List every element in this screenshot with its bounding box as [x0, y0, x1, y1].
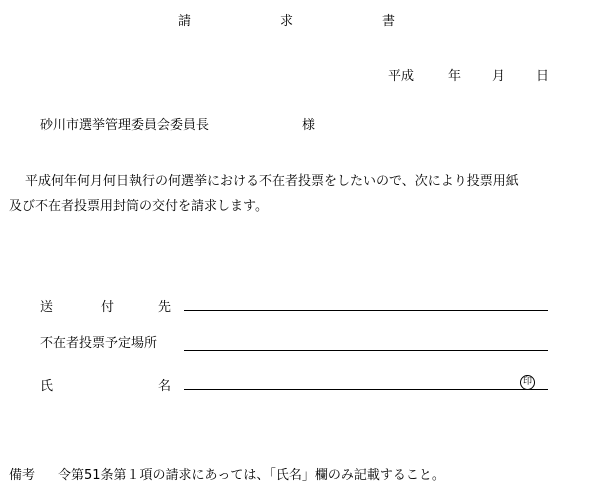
addressee-honorific: 様 [302, 118, 316, 133]
name-field[interactable] [184, 389, 548, 390]
voting-place-field[interactable] [184, 350, 548, 351]
date-month-label: 月 [492, 69, 506, 84]
date-year-label: 年 [448, 69, 462, 84]
addressee-name: 砂川市選挙管理委員会委員長 [40, 118, 210, 133]
name-label-char-2: 名 [158, 379, 172, 394]
voting-place-label: 不在者投票予定場所 [40, 336, 158, 351]
destination-field[interactable] [184, 310, 548, 311]
date-era: 平成 [388, 69, 415, 84]
destination-label-char-1: 送 [40, 300, 54, 315]
remarks-label: 備考 [9, 468, 36, 483]
title-char-1: 請 [178, 14, 192, 29]
title-char-3: 書 [382, 14, 396, 29]
seal-mark: 印 [520, 375, 535, 390]
date-day-label: 日 [536, 69, 550, 84]
body-text-line-2: 及び不在者投票用封筒の交付を請求します。 [9, 199, 268, 214]
title-char-2: 求 [280, 14, 294, 29]
body-text-line-1: 平成何年何月何日執行の何選挙における不在者投票をしたいので、次により投票用紙 [25, 174, 519, 189]
destination-label-char-2: 付 [101, 300, 115, 315]
destination-label-char-3: 先 [158, 300, 172, 315]
name-label-char-1: 氏 [40, 379, 54, 394]
remarks-text: 令第51条第１項の請求にあっては、「氏名」欄のみ記載すること。 [58, 468, 445, 483]
